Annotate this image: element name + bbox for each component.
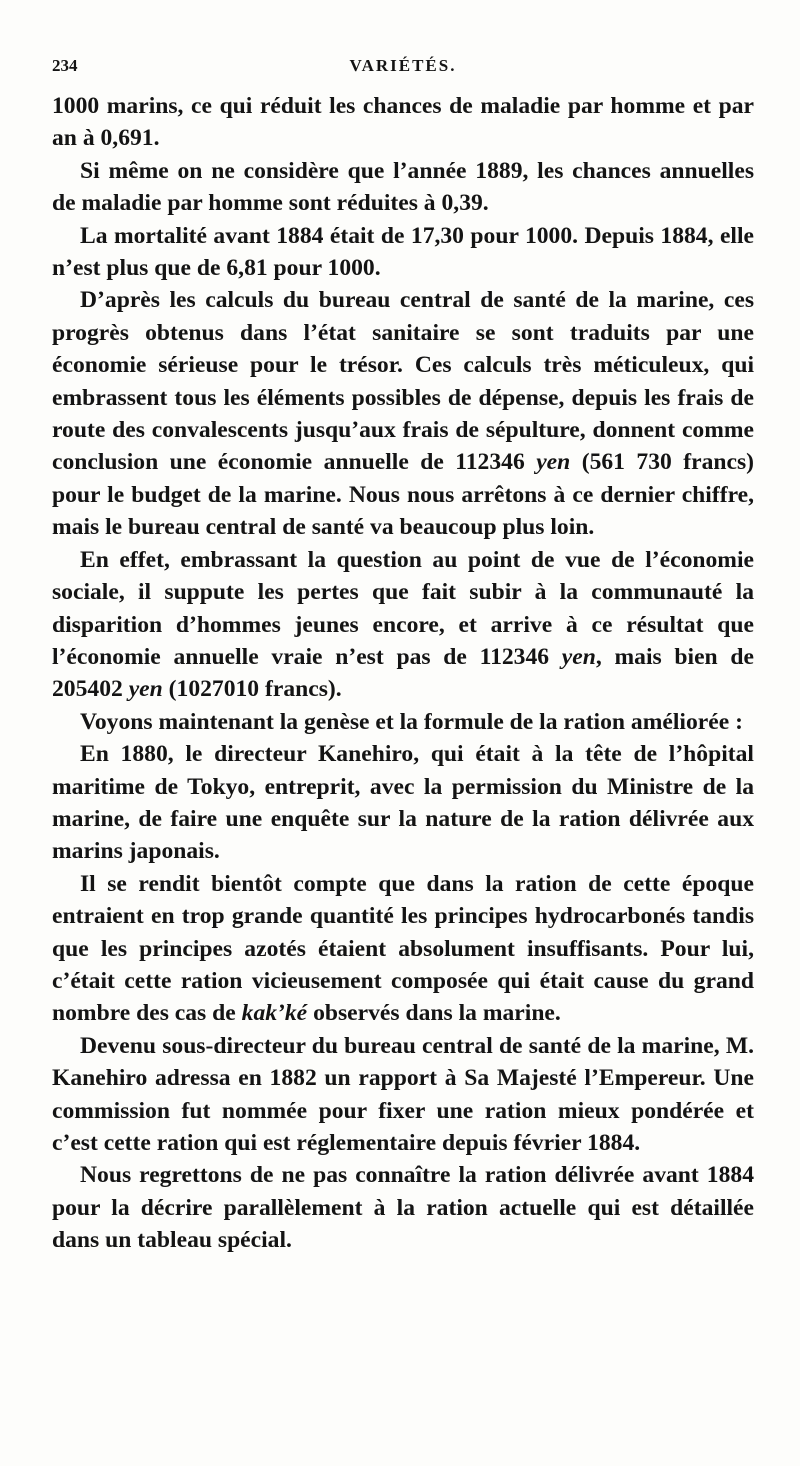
paragraph-mortality: La mortalité avant 1884 était de 17,30 pour 1000. Depuis 1884, elle n’est plus que de 6,81 pour 1000. [52, 222, 754, 282]
paragraph-ration-analysis: Il se rendit bientôt compte que dans la ration de cette époque entraient en trop grande quantité les principes hydrocarbonés tandis que les principes azotés étaient absolument insuffisants. Pour lui, c’était cette ration vicieusement composée qui était cause du grand nombre des cas de kak’ké observés dans la marine. [52, 870, 754, 1027]
body-text [52, 90, 754, 1257]
page-header [52, 56, 754, 78]
paragraph-1889-chances: Si même on ne considère que l’année 1889, les chances annuelles de maladie par homme sont réduites à 0,39. [52, 157, 754, 217]
paragraph-regret: Nous regrettons de ne pas connaître la ration délivrée avant 1884 pour la décrire parallèlement à la ration actuelle qui est détaillée dans un tableau spécial. [52, 1162, 754, 1254]
paragraph-kanehiro-inquiry: En 1880, le directeur Kanehiro, qui était à la tête de l’hôpital maritime de Tokyo, entreprit, avec la permission du Ministre de la marine, de faire une enquête sur la nature de la ration délivrée aux marins japonais. [52, 741, 754, 865]
paragraph-social-economy: En effet, embrassant la question au point de vue de l’économie sociale, il suppute les pertes que fait subir à la communauté la disparition d’hommes jeunes encore, et arrive à ce résultat que l’économie annuelle vraie n’est pas de 112346 yen, mais bien de 205402 yen (1027010 francs). [52, 546, 754, 703]
paragraph-continuation: 1000 marins, ce qui réduit les chances de maladie par homme et par an à 0,691. [52, 93, 754, 152]
paragraph-commission: Devenu sous-directeur du bureau central de santé de la marine, M. Kanehiro adressa en 1882 un rapport à Sa Majesté l’Empereur. Une commission fut nommée pour fixer une ration mieux pondérée et c’est cette ration qui est réglementaire depuis février 1884. [52, 1032, 754, 1156]
paragraph-ration-genesis: Voyons maintenant la genèse et la formule de la ration améliorée : [80, 708, 743, 735]
paragraph-treasury-savings: D’après les calculs du bureau central de santé de la marine, ces progrès obtenus dans l’état sanitaire se sont traduits par une économie sérieuse pour le trésor. Ces calculs très méticuleux, qui embrassent tous les éléments possibles de dépense, depuis les frais de route des convalescents jusqu’aux frais de sépulture, donnent comme conclusion une économie annuelle de 112346 yen (561 730 francs) pour le budget de la marine. Nous nous arrêtons à ce dernier chiffre, mais le bureau central de santé va beaucoup plus loin. [52, 287, 755, 541]
running-title: VARIÉTÉS. [349, 56, 457, 75]
page-number: 234 [52, 56, 78, 75]
